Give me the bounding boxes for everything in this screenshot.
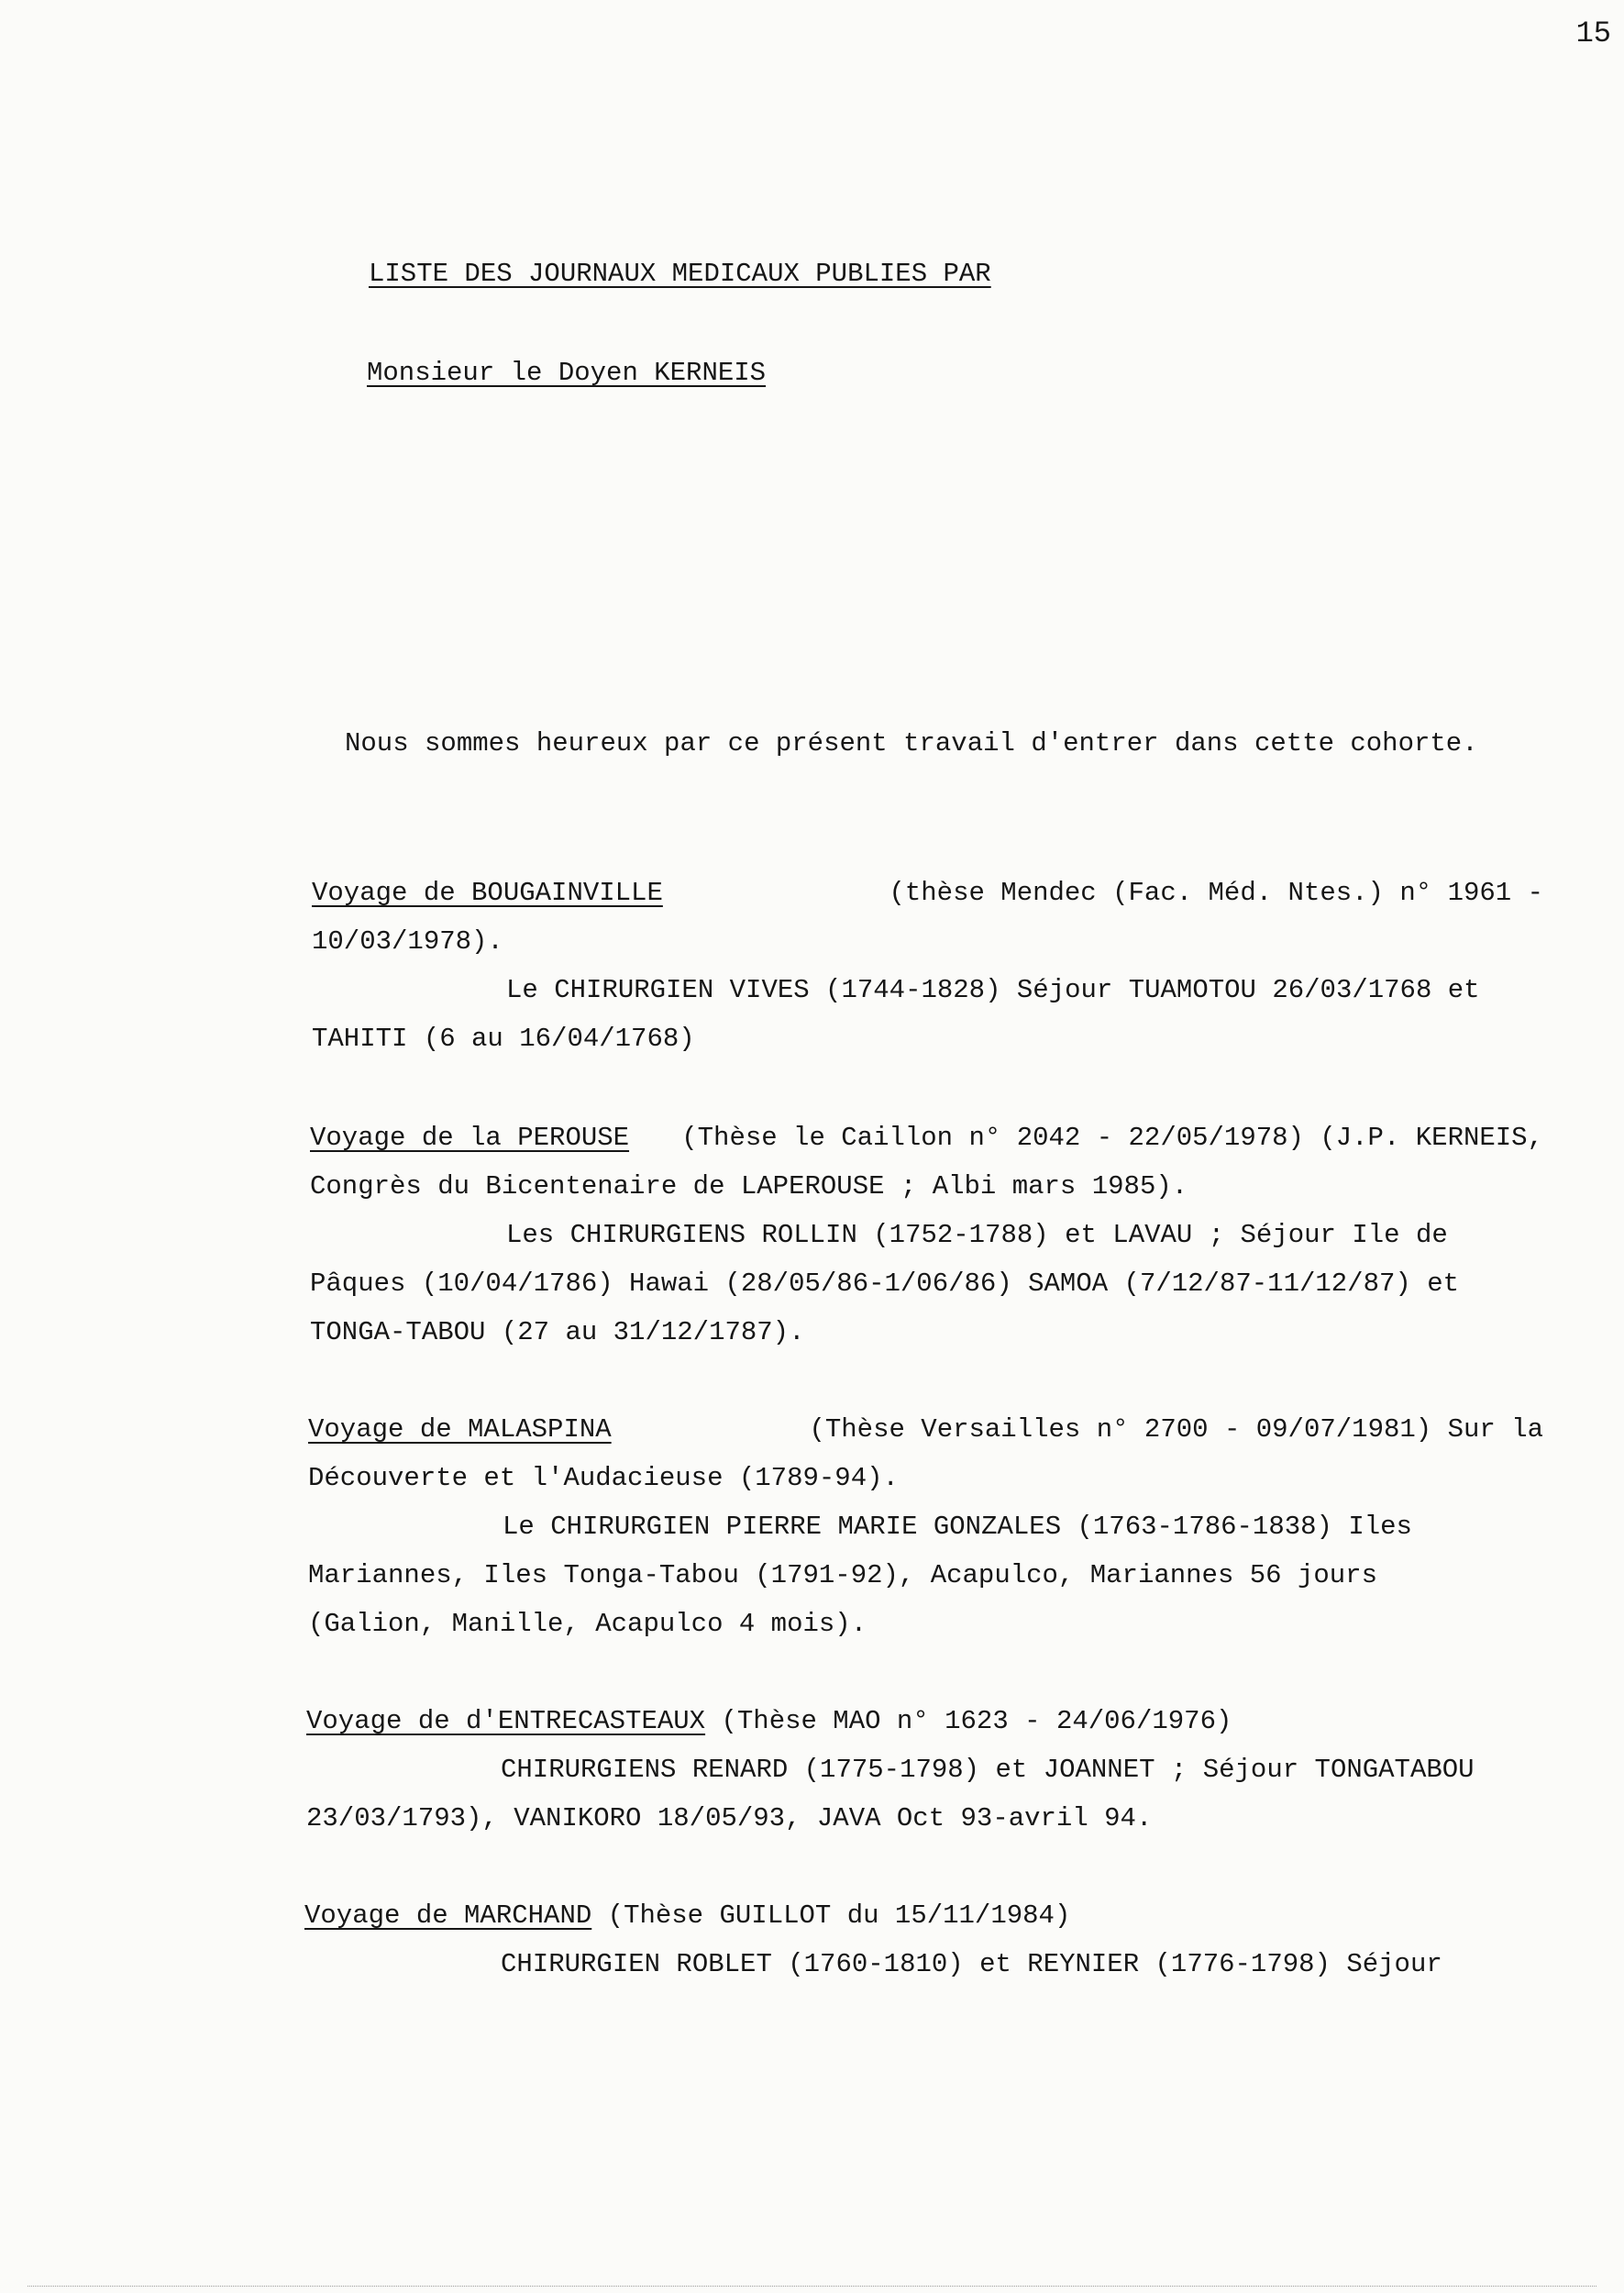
entry-line: CHIRURGIEN ROBLET (1760-1810) et REYNIER (1776-1798) Séjour: [501, 1949, 1442, 1979]
header-line-2: Monsieur le Doyen KERNEIS: [367, 358, 767, 388]
entry-title: Voyage de MALASPINA: [308, 1414, 612, 1445]
entry-line: Le CHIRURGIEN PIERRE MARIE GONZALES (1763-1786-1838) Iles: [503, 1512, 1412, 1542]
page-bottom-edge: [28, 2286, 1596, 2287]
entry-line: (thèse Mendec (Fac. Méd. Ntes.) n° 1961 -: [889, 878, 1543, 908]
entry-line: (Thèse le Caillon n° 2042 - 22/05/1978) (J.P. KERNEIS,: [681, 1123, 1543, 1153]
entry-line: Le CHIRURGIEN VIVES (1744-1828) Séjour TUAMOTOU 26/03/1768 et: [506, 975, 1480, 1005]
entry-line: Pâques (10/04/1786) Hawai (28/05/86-1/06/86) SAMOA (7/12/87-11/12/87) et: [310, 1268, 1460, 1299]
entry-line: Congrès du Bicentenaire de LAPEROUSE ; Albi mars 1985).: [310, 1171, 1188, 1202]
entry-title: Voyage de MARCHAND: [304, 1900, 592, 1931]
entry-entrecasteaux-first-line: [306, 1705, 1232, 1738]
header-line-1: LISTE DES JOURNAUX MEDICAUX PUBLIES PAR: [369, 259, 991, 289]
entry-line: (Thèse Versailles n° 2700 - 09/07/1981) Sur la: [809, 1414, 1543, 1445]
intro-paragraph: Nous sommes heureux par ce présent travail d'entrer dans cette cohorte.: [345, 728, 1478, 759]
entry-title: Voyage de d'ENTRECASTEAUX: [306, 1706, 706, 1736]
entry-laperouse-first-line: [310, 1122, 1543, 1155]
entry-line: Mariannes, Iles Tonga-Tabou (1791-92), Acapulco, Mariannes 56 jours: [308, 1560, 1377, 1590]
entry-line: Les CHIRURGIENS ROLLIN (1752-1788) et LAVAU ; Séjour Ile de: [506, 1220, 1448, 1250]
entry-line: CHIRURGIENS RENARD (1775-1798) et JOANNET ; Séjour TONGATABOU: [501, 1755, 1475, 1785]
entry-line: Découverte et l'Audacieuse (1789-94).: [308, 1463, 899, 1493]
entry-line: 23/03/1793), VANIKORO 18/05/93, JAVA Oct 93-avril 94.: [306, 1803, 1153, 1833]
entry-line: TONGA-TABOU (27 au 31/12/1787).: [310, 1317, 805, 1347]
entry-line: 10/03/1978).: [312, 926, 503, 957]
page-number: 15: [1575, 17, 1611, 50]
entry-line: TAHITI (6 au 16/04/1768): [312, 1024, 695, 1054]
entry-line: (Thèse MAO n° 1623 - 24/06/1976): [721, 1706, 1232, 1736]
entry-bougainville-first-line: [312, 877, 1543, 910]
entry-title: Voyage de BOUGAINVILLE: [312, 878, 663, 908]
entry-malaspina-first-line: [308, 1413, 1543, 1446]
entry-title: Voyage de la PEROUSE: [310, 1123, 630, 1153]
entry-marchand-first-line: [304, 1900, 1070, 1933]
entry-line: (Thèse GUILLOT du 15/11/1984): [607, 1900, 1071, 1931]
entry-line: (Galion, Manille, Acapulco 4 mois).: [308, 1609, 867, 1639]
